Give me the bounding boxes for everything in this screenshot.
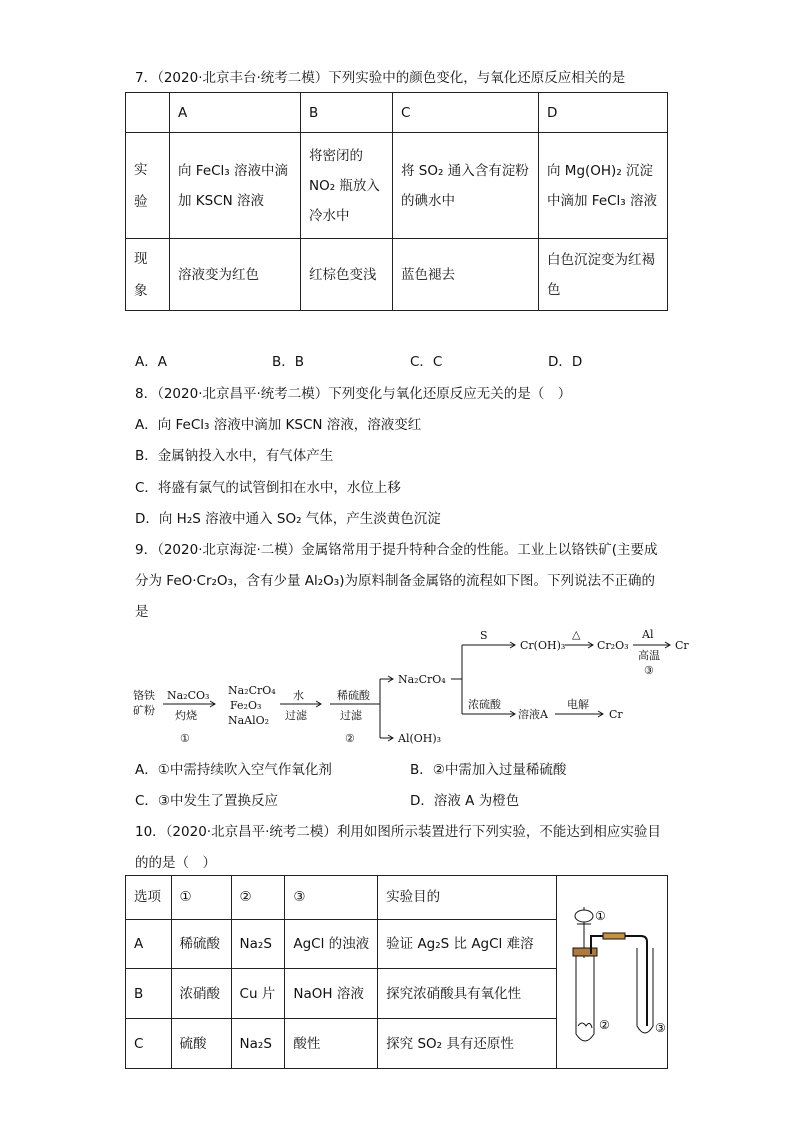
flow-cr1: Cr: [675, 639, 689, 652]
q9-stem-line3: 是: [135, 604, 149, 620]
test-tube-1: [576, 956, 594, 1041]
q7-option-d: D．D: [548, 354, 583, 370]
q7-header-d: D: [539, 93, 668, 133]
flow-reagent3: 稀硫酸: [337, 689, 370, 702]
q10-apparatus-cell: [557, 876, 668, 1069]
q7-row1-label: 实 验: [126, 133, 170, 239]
q10-row-c-purpose: 探究 SO₂ 具有还原性: [378, 1019, 557, 1069]
q7-table: [125, 92, 668, 311]
q10-row-b-3: NaOH 溶液: [285, 969, 378, 1019]
q7-cell-c2: 蓝色褪去: [393, 239, 539, 311]
flow-high-temp: 高温: [638, 649, 660, 662]
q10-row-a-1: 稀硫酸: [171, 919, 231, 969]
q7-row2-label: 现 象: [126, 239, 170, 311]
q10-header-purpose: 实验目的: [378, 876, 557, 920]
flow-top-product: Na₂CrO₄: [398, 673, 446, 686]
q10-row-b-2: Cu 片: [231, 969, 285, 1019]
q10-row-a-2: Na₂S: [231, 919, 285, 969]
flow-cond3: 过滤: [340, 709, 362, 722]
flow-raw1: 铬铁: [133, 689, 155, 702]
q7-header-b: B: [301, 93, 393, 133]
flow-raw2: 矿粉: [133, 704, 155, 717]
q8-option-d: D．向 H₂S 溶液中通入 SO₂ 气体，产生淡黄色沉淀: [135, 511, 441, 527]
q10-row-c-2: Na₂S: [231, 1019, 285, 1069]
q8-stem: 8．（2020·北京昌平·统考二模）下列变化与氧化还原反应无关的是（ ）: [135, 386, 572, 402]
q10-header-3: ③: [285, 876, 378, 920]
q7-cell-d1: 向 Mg(OH)₂ 沉淀中滴加 FeCl₃ 溶液: [539, 133, 668, 239]
q10-header-1: ①: [171, 876, 231, 920]
q9-stem-line1: 9．（2020·北京海淀·二模）金属铬常用于提升特种合金的性能。工业上以铬铁矿(主要成: [135, 542, 658, 558]
flow-solution-a: 溶液A: [518, 708, 548, 721]
flow-mix1: Na₂CrO₄: [228, 684, 276, 697]
flow-s-label: S: [480, 629, 488, 642]
flow-electro: 电解: [567, 698, 589, 711]
q9-stem-line2: 分为 FeO·Cr₂O₃，含有少量 Al₂O₃)为原料制备金属铬的流程如下图。下列说法不正确的: [135, 573, 655, 589]
q7-cell-c1: 将 SO₂ 通入含有淀粉的碘水中: [393, 133, 539, 239]
q7-cell-a1: 向 FeCl₃ 溶液中滴加 KSCN 溶液: [170, 133, 301, 239]
flow-reagent1: Na₂CO₃: [167, 689, 210, 702]
q7-cell-b2: 红棕色变浅: [301, 239, 393, 311]
q7-cell-d2: 白色沉淀变为红褐色: [539, 239, 668, 311]
q10-row-c-1: 硫酸: [171, 1019, 231, 1069]
q10-row-b-purpose: 探究浓硝酸具有氧化性: [378, 969, 557, 1019]
q7-stem: 7．（2020·北京丰台·统考二模）下列实验中的颜色变化，与氧化还原反应相关的是: [135, 70, 626, 86]
q10-row-a-3: AgCl 的浊液: [285, 919, 378, 969]
stopper: [573, 948, 597, 956]
q9-option-b: B．②中需加入过量稀硫酸: [410, 762, 567, 778]
q7-option-a: A．A: [135, 354, 167, 370]
q7-header-blank: [126, 93, 170, 133]
apparatus-label-3: ③: [655, 1021, 666, 1035]
flow-conc-acid: 浓硫酸: [468, 698, 501, 711]
q10-table: [125, 875, 668, 1069]
q9-flow-diagram: [125, 622, 705, 752]
flow-reagent2: 水: [293, 689, 304, 702]
test-tube-2: [637, 948, 653, 1033]
q9-option-c: C．③中发生了置换反应: [135, 793, 279, 809]
q10-row-b-1: 浓硝酸: [171, 969, 231, 1019]
flow-mix2: Fe₂O₃: [230, 699, 262, 712]
flow-step3: ③: [644, 664, 654, 677]
q10-row-a-purpose: 验证 Ag₂S 比 AgCl 难溶: [378, 919, 557, 969]
flow-mix3: NaAlO₂: [228, 714, 270, 727]
q8-option-c: C．将盛有氯气的试管倒扣在水中，水位上移: [135, 480, 401, 496]
q10-stem-line1: 10．（2020·北京昌平·统考二模）利用如图所示装置进行下列实验，不能达到相应实验目: [135, 824, 661, 840]
q10-apparatus: [557, 876, 667, 1060]
q7-cell-b1: 将密闭的 NO₂ 瓶放入冷水中: [301, 133, 393, 239]
apparatus-label-1: ①: [595, 909, 606, 923]
q7-option-b: B．B: [272, 354, 305, 370]
funnel-bulb: [575, 910, 593, 922]
q9-option-d: D．溶液 A 为橙色: [410, 793, 520, 809]
flow-cond1: 灼烧: [175, 709, 197, 722]
flow-al: Al: [642, 628, 654, 641]
flow-step2: ②: [345, 732, 355, 745]
apparatus-label-2: ②: [599, 1018, 610, 1032]
solid-reagent: [578, 1023, 592, 1028]
q10-header-option: 选项: [126, 876, 172, 920]
q8-option-b: B．金属钠投入水中，有气体产生: [135, 448, 334, 464]
q7-header-a: A: [170, 93, 301, 133]
q10-row-c-option: C: [126, 1019, 172, 1069]
flow-cr2o3: Cr₂O₃: [597, 639, 629, 652]
flow-cond2: 过滤: [285, 709, 307, 722]
q10-stem-line2: 的的是（ ）: [135, 855, 216, 871]
q10-row-c-3: 酸性: [285, 1019, 378, 1069]
tube-connector: [603, 933, 625, 939]
flow-croh3: Cr(OH)₃: [520, 639, 566, 652]
q7-cell-a2: 溶液变为红色: [170, 239, 301, 311]
flow-cr2: Cr: [609, 708, 623, 721]
flow-bottom-product: Al(OH)₃: [398, 732, 442, 745]
flow-step1: ①: [180, 732, 190, 745]
q7-header-c: C: [393, 93, 539, 133]
q10-row-b-option: B: [126, 969, 172, 1019]
flow-delta: △: [572, 628, 581, 641]
q8-option-a: A．向 FeCl₃ 溶液中滴加 KSCN 溶液，溶液变红: [135, 417, 422, 433]
delivery-tube: [591, 936, 647, 1026]
q7-option-c: C．C: [410, 354, 443, 370]
q9-option-a: A．①中需持续吹入空气作氧化剂: [135, 762, 332, 778]
q10-header-2: ②: [231, 876, 285, 920]
q10-row-a-option: A: [126, 919, 172, 969]
